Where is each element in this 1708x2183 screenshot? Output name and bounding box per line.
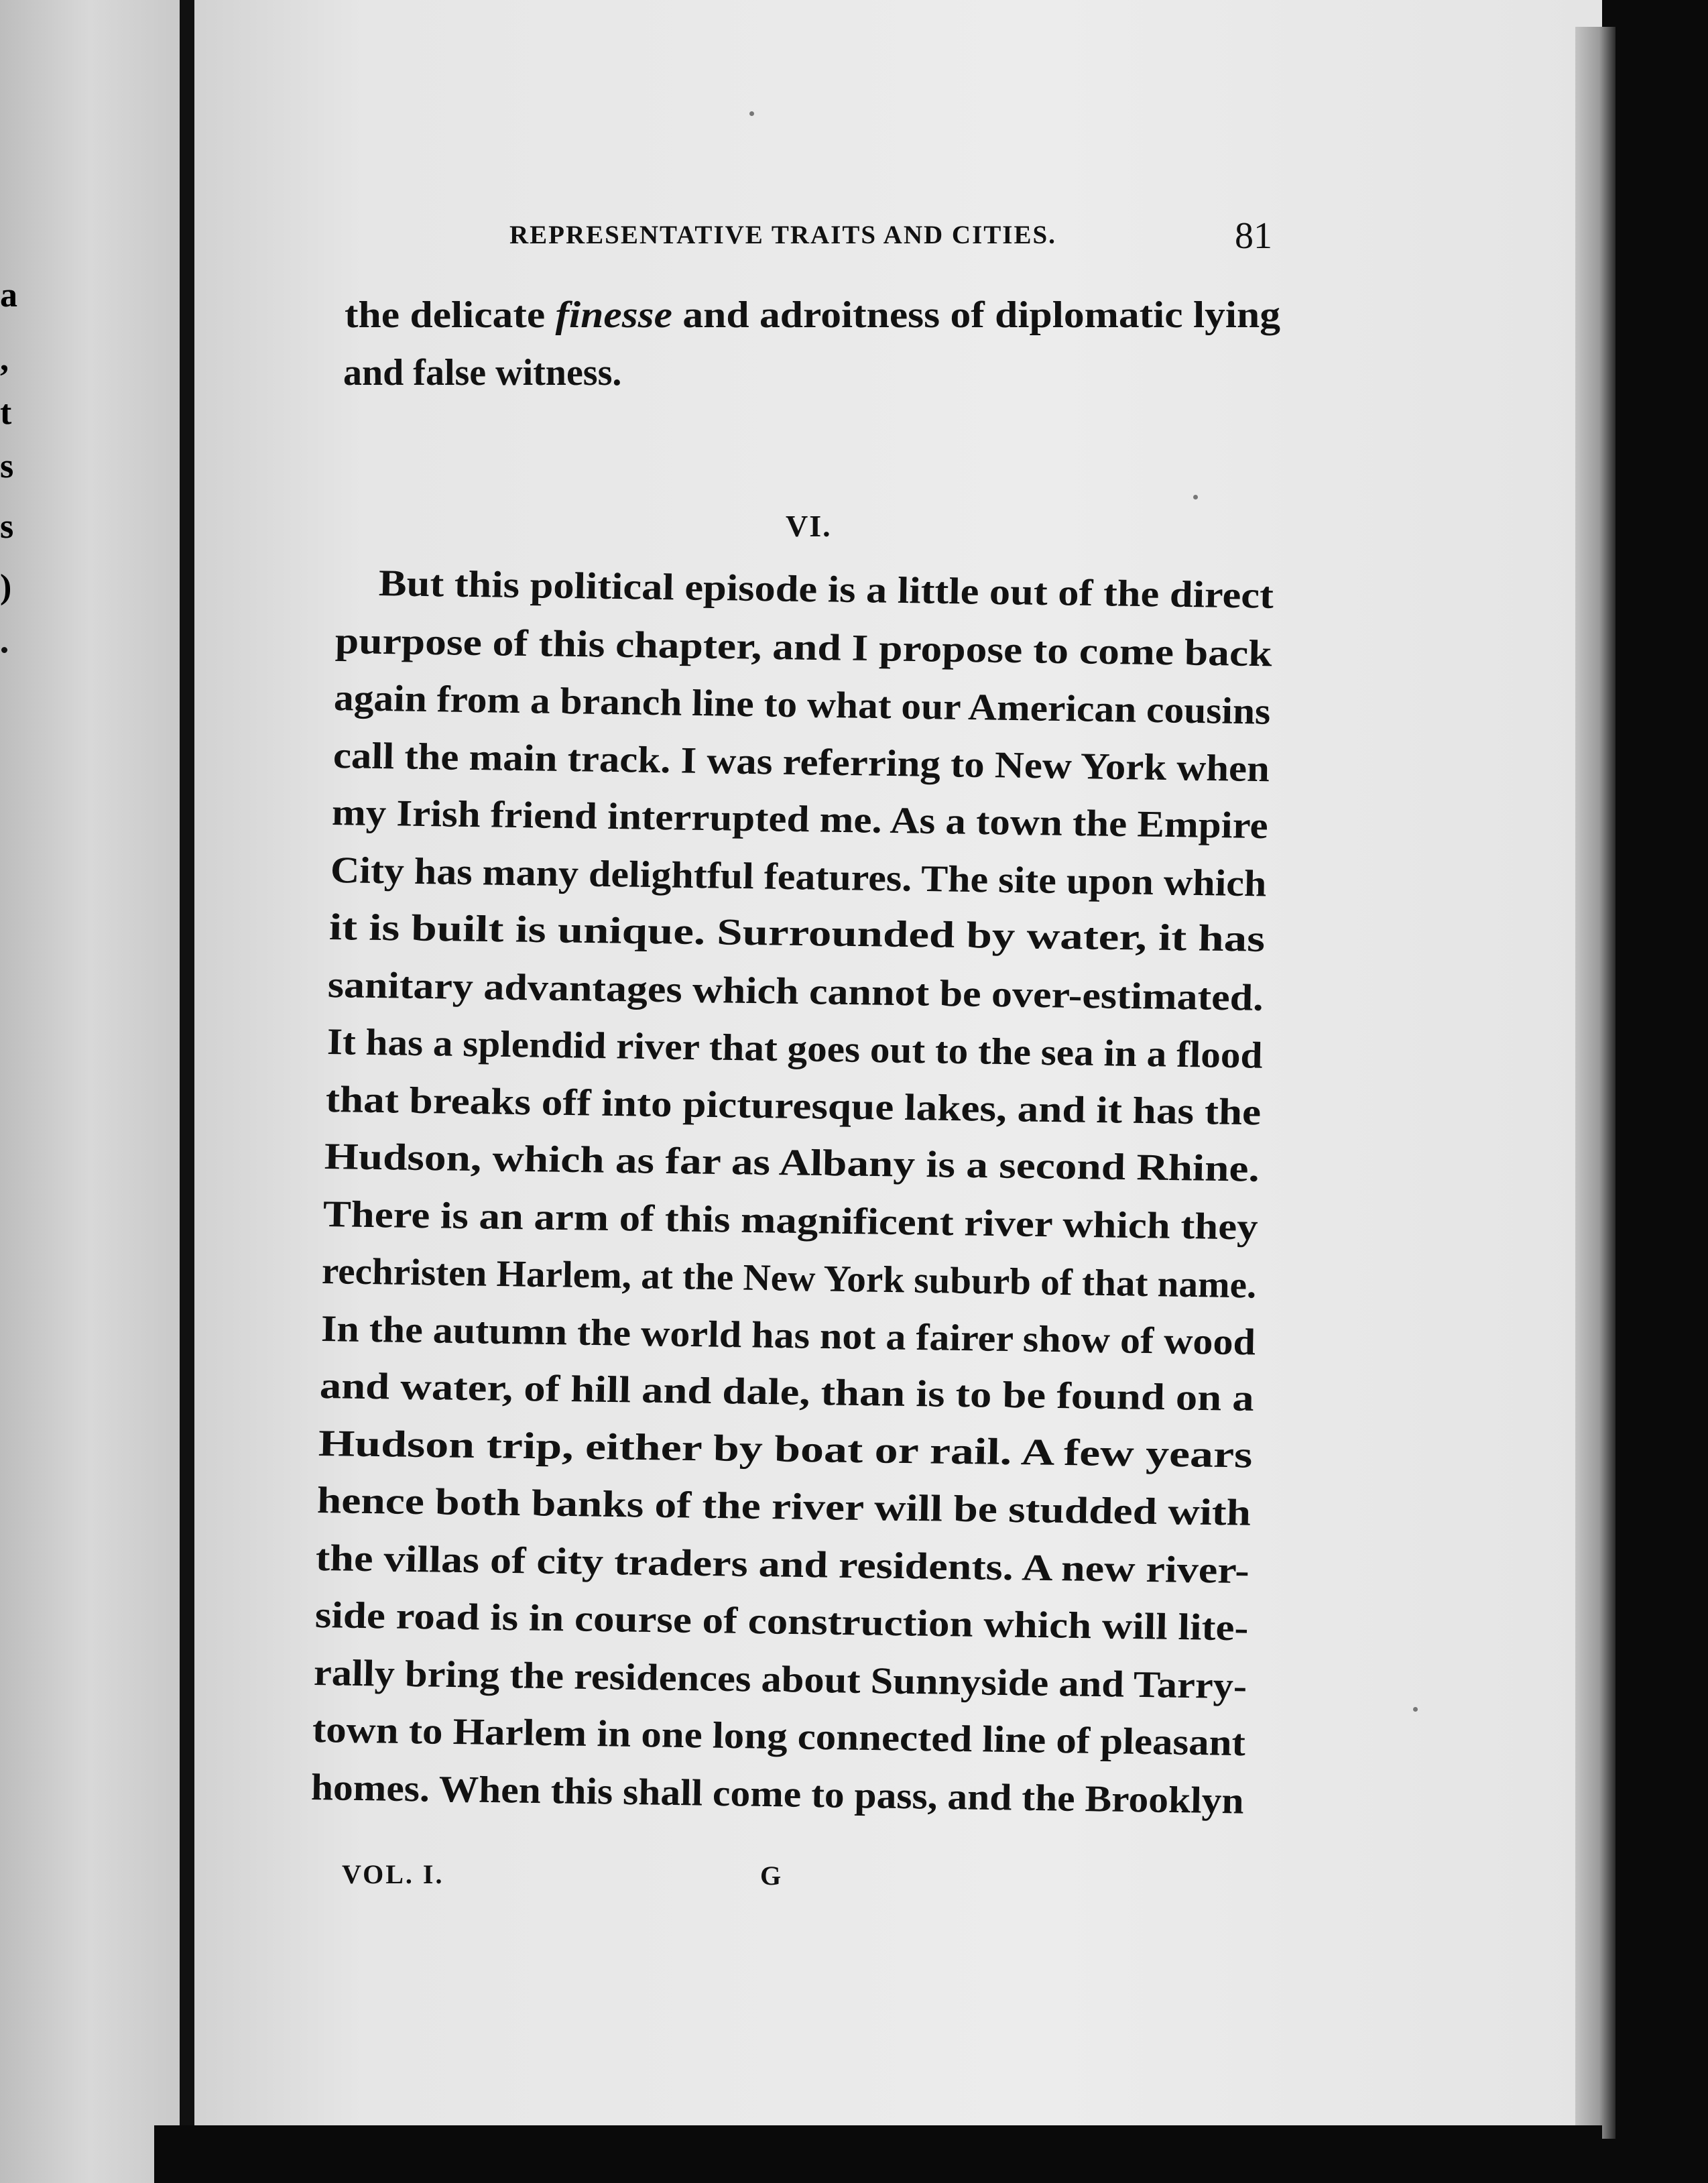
text-line: In the autumn the world has not a fairer show of wood xyxy=(320,1307,1256,1363)
paper-speck xyxy=(1413,1707,1418,1712)
text-line: purpose of this chapter, and I propose to come back xyxy=(334,620,1273,674)
text-line: call the main track. I was referring to New York when xyxy=(332,734,1270,790)
page-bottom-shadow xyxy=(154,2125,1602,2183)
text-line: There is an arm of this magnificent river which they xyxy=(322,1193,1259,1248)
text-line: the villas of city traders and residents. A new river- xyxy=(315,1537,1250,1592)
text-line: that breaks off into picturesque lakes, and it has the xyxy=(325,1078,1262,1133)
text-line: and water, of hill and dale, than is to be found on a xyxy=(319,1365,1254,1419)
text-line: It has a splendid river that goes out to the sea in a flood xyxy=(326,1021,1263,1077)
book-gutter xyxy=(180,0,194,2183)
text-line: Hudson, which as far as Albany is a second Rhine. xyxy=(324,1136,1260,1190)
text-line: town to Harlem in one long connected line of pleasant xyxy=(312,1709,1246,1765)
footer-signature-mark: G xyxy=(760,1861,782,1891)
running-head: REPRESENTATIVE TRAITS AND CITIES. xyxy=(509,221,1056,249)
paper-speck xyxy=(1193,495,1198,499)
text-line: But this political episode is a little out of the direct xyxy=(378,563,1274,617)
text-line: my Irish friend interrupted me. As a town the Empire xyxy=(331,792,1268,847)
text-line: Hudson trip, either by boat or rail. A few years xyxy=(318,1422,1253,1476)
text-line: hence both banks of the river will be studded with xyxy=(316,1480,1252,1534)
text-line: side road is in course of construction which will lite- xyxy=(314,1594,1249,1649)
text-line: again from a branch line to what our American cousins xyxy=(333,677,1272,733)
previous-page-glyph: a xyxy=(0,276,17,314)
text-line: and false witness. xyxy=(343,352,622,394)
previous-page-edge xyxy=(0,0,180,2183)
section-number: VI. xyxy=(786,509,832,543)
page-number: 81 xyxy=(1235,215,1272,257)
paper-speck xyxy=(749,111,754,116)
text-line: homes. When this shall come to pass, and the Brooklyn xyxy=(310,1766,1245,1822)
text-line: it is built is unique. Surrounded by water, it has xyxy=(328,906,1266,960)
previous-page-glyph: s xyxy=(0,447,14,485)
previous-page-glyph: ) xyxy=(0,568,12,606)
text-line: sanitary advantages which cannot be over-estimated. xyxy=(327,963,1264,1019)
text-line: rechristen Harlem, at the New York suburb of that name. xyxy=(321,1250,1258,1307)
footer-volume-label: VOL. I. xyxy=(342,1859,444,1889)
previous-page-mark xyxy=(1,647,7,653)
text-line: rally bring the residences about Sunnyside and Tarry- xyxy=(313,1651,1247,1707)
previous-page-glyph: , xyxy=(0,340,9,378)
page-right-edge xyxy=(1575,27,1615,2139)
text-line: the delicate finesse and adroitness of diplomatic lying xyxy=(345,294,1280,336)
text-line: City has many delightful features. The site upon which xyxy=(330,849,1267,904)
previous-page-glyph: t xyxy=(0,394,12,432)
previous-page-glyph: s xyxy=(0,508,14,546)
